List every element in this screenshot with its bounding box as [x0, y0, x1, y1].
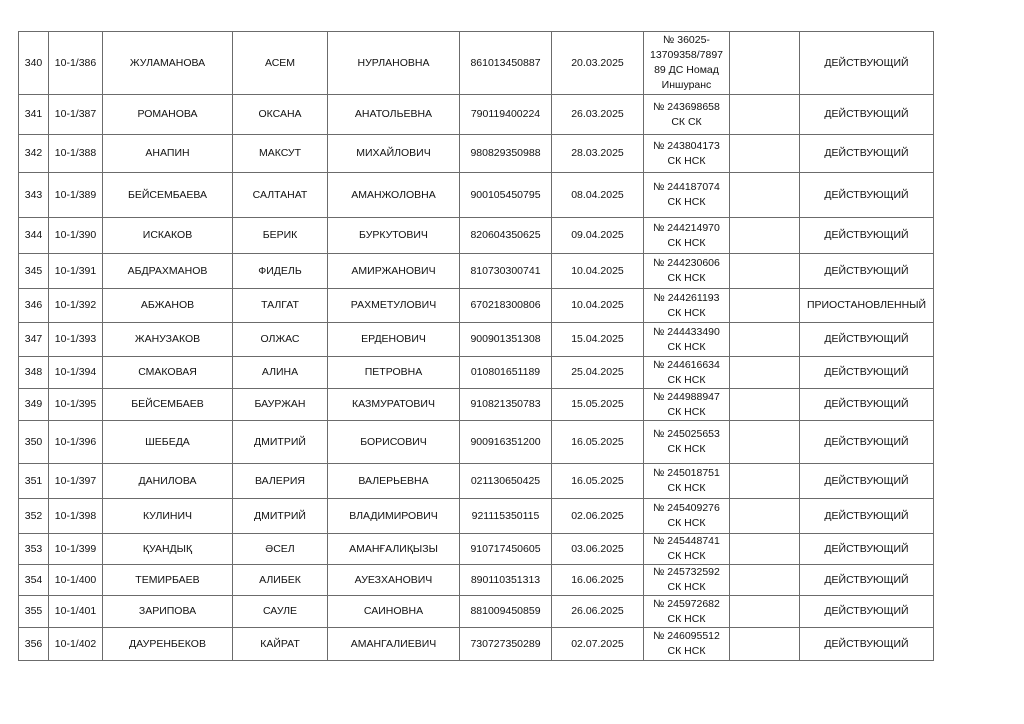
table-row: [19, 389, 934, 421]
issue-date-cell: 25.04.2025: [552, 357, 644, 389]
middle-name-cell: ЕРДЕНОВИЧ: [328, 323, 460, 357]
first-name-cell: ДМИТРИЙ: [233, 499, 328, 534]
issue-date-cell: 26.06.2025: [552, 596, 644, 628]
row-number-cell: 356: [19, 628, 49, 661]
insurance-policy-cell: № 245972682 СК НСК: [644, 596, 730, 628]
iin-cell: 820604350625: [460, 218, 552, 254]
status-cell: ДЕЙСТВУЮЩИЙ: [800, 135, 934, 173]
insurance-policy-cell: № 245018751 СК НСК: [644, 464, 730, 499]
first-name-cell: САЛТАНАТ: [233, 173, 328, 218]
registration-number-cell: 10-1/396: [49, 421, 103, 464]
status-cell: ДЕЙСТВУЮЩИЙ: [800, 565, 934, 596]
last-name-cell: БЕЙСЕМБАЕВА: [103, 173, 233, 218]
table-row: [19, 218, 934, 254]
table-row: [19, 421, 934, 464]
status-cell: ДЕЙСТВУЮЩИЙ: [800, 173, 934, 218]
middle-name-cell: МИХАЙЛОВИЧ: [328, 135, 460, 173]
empty-cell-cell: [730, 323, 800, 357]
row-number-cell: 347: [19, 323, 49, 357]
empty-cell-cell: [730, 464, 800, 499]
middle-name-cell: БОРИСОВИЧ: [328, 421, 460, 464]
first-name-cell: МАКСУТ: [233, 135, 328, 173]
row-number-cell: 343: [19, 173, 49, 218]
first-name-cell: БЕРИК: [233, 218, 328, 254]
table-row: [19, 254, 934, 289]
first-name-cell: САУЛЕ: [233, 596, 328, 628]
registration-number-cell: 10-1/395: [49, 389, 103, 421]
iin-cell: 881009450859: [460, 596, 552, 628]
iin-cell: 010801651189: [460, 357, 552, 389]
empty-cell-cell: [730, 499, 800, 534]
first-name-cell: ФИДЕЛЬ: [233, 254, 328, 289]
insurance-policy-cell: № 244261193 СК НСК: [644, 289, 730, 323]
first-name-cell: ОЛЖАС: [233, 323, 328, 357]
iin-cell: 900105450795: [460, 173, 552, 218]
first-name-cell: ОКСАНА: [233, 95, 328, 135]
middle-name-cell: САИНОВНА: [328, 596, 460, 628]
issue-date-cell: 02.06.2025: [552, 499, 644, 534]
first-name-cell: ДМИТРИЙ: [233, 421, 328, 464]
last-name-cell: ЖУЛАМАНОВА: [103, 32, 233, 95]
iin-cell: 790119400224: [460, 95, 552, 135]
insurance-policy-cell: № 244230606 СК НСК: [644, 254, 730, 289]
empty-cell-cell: [730, 596, 800, 628]
row-number-cell: 345: [19, 254, 49, 289]
last-name-cell: БЕЙСЕМБАЕВ: [103, 389, 233, 421]
issue-date-cell: 28.03.2025: [552, 135, 644, 173]
status-cell: ДЕЙСТВУЮЩИЙ: [800, 499, 934, 534]
last-name-cell: ТЕМИРБАЕВ: [103, 565, 233, 596]
status-cell: ДЕЙСТВУЮЩИЙ: [800, 357, 934, 389]
issue-date-cell: 16.06.2025: [552, 565, 644, 596]
registration-number-cell: 10-1/400: [49, 565, 103, 596]
first-name-cell: ӘСЕЛ: [233, 534, 328, 565]
iin-cell: 900916351200: [460, 421, 552, 464]
middle-name-cell: КАЗМУРАТОВИЧ: [328, 389, 460, 421]
iin-cell: 670218300806: [460, 289, 552, 323]
last-name-cell: ЖАНУЗАКОВ: [103, 323, 233, 357]
empty-cell-cell: [730, 565, 800, 596]
last-name-cell: РОМАНОВА: [103, 95, 233, 135]
last-name-cell: ДАНИЛОВА: [103, 464, 233, 499]
insurance-policy-cell: № 244187074 СК НСК: [644, 173, 730, 218]
insurance-policy-cell: № 244616634 СК НСК: [644, 357, 730, 389]
status-cell: ДЕЙСТВУЮЩИЙ: [800, 218, 934, 254]
row-number-cell: 348: [19, 357, 49, 389]
table-row: [19, 323, 934, 357]
registration-number-cell: 10-1/391: [49, 254, 103, 289]
row-number-cell: 350: [19, 421, 49, 464]
table-row: [19, 565, 934, 596]
issue-date-cell: 02.07.2025: [552, 628, 644, 661]
empty-cell-cell: [730, 173, 800, 218]
insurance-policy-cell: № 244988947 СК НСК: [644, 389, 730, 421]
last-name-cell: ЗАРИПОВА: [103, 596, 233, 628]
row-number-cell: 341: [19, 95, 49, 135]
middle-name-cell: ВЛАДИМИРОВИЧ: [328, 499, 460, 534]
insurance-policy-cell: № 245732592 СК НСК: [644, 565, 730, 596]
iin-cell: 810730300741: [460, 254, 552, 289]
iin-cell: 890110351313: [460, 565, 552, 596]
middle-name-cell: АМИРЖАНОВИЧ: [328, 254, 460, 289]
table-row: [19, 289, 934, 323]
table-row: [19, 596, 934, 628]
last-name-cell: ҚУАНДЫҚ: [103, 534, 233, 565]
empty-cell-cell: [730, 421, 800, 464]
last-name-cell: ШЕБЕДА: [103, 421, 233, 464]
last-name-cell: АНАПИН: [103, 135, 233, 173]
last-name-cell: СМАКОВАЯ: [103, 357, 233, 389]
last-name-cell: ИСКАКОВ: [103, 218, 233, 254]
status-cell: ДЕЙСТВУЮЩИЙ: [800, 628, 934, 661]
row-number-cell: 340: [19, 32, 49, 95]
middle-name-cell: ВАЛЕРЬЕВНА: [328, 464, 460, 499]
status-cell: ДЕЙСТВУЮЩИЙ: [800, 95, 934, 135]
registration-number-cell: 10-1/390: [49, 218, 103, 254]
status-cell: ДЕЙСТВУЮЩИЙ: [800, 323, 934, 357]
table-row: [19, 357, 934, 389]
registration-number-cell: 10-1/399: [49, 534, 103, 565]
status-cell: ДЕЙСТВУЮЩИЙ: [800, 534, 934, 565]
row-number-cell: 344: [19, 218, 49, 254]
empty-cell-cell: [730, 289, 800, 323]
iin-cell: 921115350115: [460, 499, 552, 534]
insurance-policy-cell: № 245025653 СК НСК: [644, 421, 730, 464]
status-cell: ДЕЙСТВУЮЩИЙ: [800, 464, 934, 499]
first-name-cell: АСЕМ: [233, 32, 328, 95]
insurance-policy-cell: № 243804173 СК НСК: [644, 135, 730, 173]
insurance-policy-cell: № 246095512 СК НСК: [644, 628, 730, 661]
insurance-policy-cell: № 245448741 СК НСК: [644, 534, 730, 565]
last-name-cell: АБДРАХМАНОВ: [103, 254, 233, 289]
issue-date-cell: 03.06.2025: [552, 534, 644, 565]
iin-cell: 861013450887: [460, 32, 552, 95]
registration-number-cell: 10-1/394: [49, 357, 103, 389]
registration-number-cell: 10-1/397: [49, 464, 103, 499]
empty-cell-cell: [730, 95, 800, 135]
registration-number-cell: 10-1/389: [49, 173, 103, 218]
iin-cell: 910821350783: [460, 389, 552, 421]
middle-name-cell: АМАНҒАЛИҚЫЗЫ: [328, 534, 460, 565]
iin-cell: 021130650425: [460, 464, 552, 499]
middle-name-cell: АМАНГАЛИЕВИЧ: [328, 628, 460, 661]
table-row: [19, 464, 934, 499]
middle-name-cell: АМАНЖОЛОВНА: [328, 173, 460, 218]
iin-cell: 910717450605: [460, 534, 552, 565]
row-number-cell: 352: [19, 499, 49, 534]
row-number-cell: 355: [19, 596, 49, 628]
row-number-cell: 342: [19, 135, 49, 173]
issue-date-cell: 09.04.2025: [552, 218, 644, 254]
row-number-cell: 349: [19, 389, 49, 421]
table-row: [19, 628, 934, 661]
middle-name-cell: НУРЛАНОВНА: [328, 32, 460, 95]
issue-date-cell: 08.04.2025: [552, 173, 644, 218]
registration-number-cell: 10-1/401: [49, 596, 103, 628]
table-body: [19, 32, 934, 661]
first-name-cell: БАУРЖАН: [233, 389, 328, 421]
empty-cell-cell: [730, 135, 800, 173]
middle-name-cell: ПЕТРОВНА: [328, 357, 460, 389]
insurance-policy-cell: № 243698658 СК СК: [644, 95, 730, 135]
table-row: [19, 32, 934, 95]
middle-name-cell: АНАТОЛЬЕВНА: [328, 95, 460, 135]
issue-date-cell: 10.04.2025: [552, 289, 644, 323]
row-number-cell: 346: [19, 289, 49, 323]
iin-cell: 980829350988: [460, 135, 552, 173]
empty-cell-cell: [730, 254, 800, 289]
first-name-cell: КАЙРАТ: [233, 628, 328, 661]
status-cell: ДЕЙСТВУЮЩИЙ: [800, 32, 934, 95]
insurance-policy-cell: № 244433490 СК НСК: [644, 323, 730, 357]
empty-cell-cell: [730, 32, 800, 95]
registration-number-cell: 10-1/398: [49, 499, 103, 534]
issue-date-cell: 26.03.2025: [552, 95, 644, 135]
registration-number-cell: 10-1/402: [49, 628, 103, 661]
row-number-cell: 354: [19, 565, 49, 596]
last-name-cell: КУЛИНИЧ: [103, 499, 233, 534]
iin-cell: 730727350289: [460, 628, 552, 661]
issue-date-cell: 15.04.2025: [552, 323, 644, 357]
issue-date-cell: 15.05.2025: [552, 389, 644, 421]
first-name-cell: ВАЛЕРИЯ: [233, 464, 328, 499]
empty-cell-cell: [730, 628, 800, 661]
table-row: [19, 135, 934, 173]
insurance-policy-cell: № 244214970 СК НСК: [644, 218, 730, 254]
table-row: [19, 499, 934, 534]
insurance-policy-cell: № 245409276 СК НСК: [644, 499, 730, 534]
table-row: [19, 173, 934, 218]
row-number-cell: 353: [19, 534, 49, 565]
insurance-policy-cell: № 36025- 13709358/7897 89 ДС Номад Иншуранс: [644, 32, 730, 95]
first-name-cell: АЛИНА: [233, 357, 328, 389]
table-row: [19, 95, 934, 135]
middle-name-cell: БУРКУТОВИЧ: [328, 218, 460, 254]
status-cell: ДЕЙСТВУЮЩИЙ: [800, 421, 934, 464]
middle-name-cell: АУЕЗХАНОВИЧ: [328, 565, 460, 596]
issue-date-cell: 10.04.2025: [552, 254, 644, 289]
registration-number-cell: 10-1/392: [49, 289, 103, 323]
first-name-cell: ТАЛГАТ: [233, 289, 328, 323]
last-name-cell: ДАУРЕНБЕКОВ: [103, 628, 233, 661]
table-row: [19, 534, 934, 565]
empty-cell-cell: [730, 218, 800, 254]
issue-date-cell: 20.03.2025: [552, 32, 644, 95]
iin-cell: 900901351308: [460, 323, 552, 357]
middle-name-cell: РАХМЕТУЛОВИЧ: [328, 289, 460, 323]
registration-number-cell: 10-1/393: [49, 323, 103, 357]
status-cell: ДЕЙСТВУЮЩИЙ: [800, 254, 934, 289]
row-number-cell: 351: [19, 464, 49, 499]
registration-number-cell: 10-1/388: [49, 135, 103, 173]
status-cell: ПРИОСТАНОВЛЕННЫЙ: [800, 289, 934, 323]
empty-cell-cell: [730, 357, 800, 389]
first-name-cell: АЛИБЕК: [233, 565, 328, 596]
issue-date-cell: 16.05.2025: [552, 421, 644, 464]
registration-number-cell: 10-1/387: [49, 95, 103, 135]
last-name-cell: АБЖАНОВ: [103, 289, 233, 323]
status-cell: ДЕЙСТВУЮЩИЙ: [800, 596, 934, 628]
empty-cell-cell: [730, 389, 800, 421]
empty-cell-cell: [730, 534, 800, 565]
registration-number-cell: 10-1/386: [49, 32, 103, 95]
registry-table: [18, 31, 934, 661]
issue-date-cell: 16.05.2025: [552, 464, 644, 499]
status-cell: ДЕЙСТВУЮЩИЙ: [800, 389, 934, 421]
